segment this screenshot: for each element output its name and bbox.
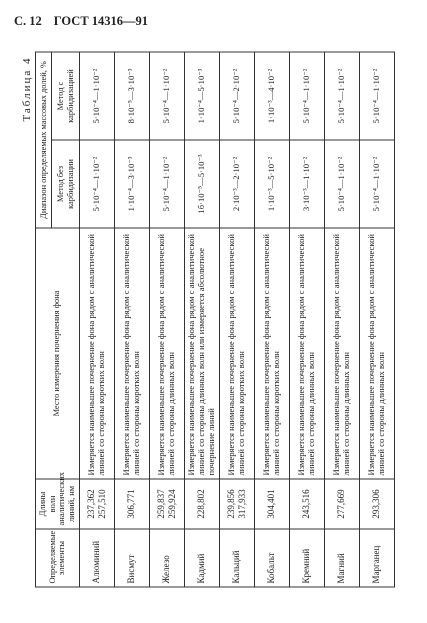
cell-element: Марганец (359, 529, 394, 587)
cell-range-with: 5·10⁻⁴—1·10⁻² (149, 52, 184, 140)
cell-method: Измеряется наименьшее почернение фона рядом с аналитической линией со стороны коротких волн (254, 228, 289, 479)
cell-range-without: 3·10⁻³—1·10⁻² (289, 140, 324, 228)
cell-method: Измеряется наименьшее почернение фона рядом с аналитической линией со стороны коротких волн (114, 228, 149, 479)
cell-wavelength: 259,837 259,924 (149, 479, 184, 529)
cell-element: Кобальт (254, 529, 289, 587)
header-element: Определяемые элементы (35, 529, 79, 587)
table-row (359, 52, 394, 587)
header-method: Место измерения почернения фона (35, 228, 79, 479)
cell-range-without: 1·10⁻⁴—3·10⁻³ (114, 140, 149, 228)
cell-wavelength: 243,516 (289, 479, 324, 529)
table-row (219, 52, 254, 587)
cell-wavelength: 237,362 257,510 (79, 479, 114, 529)
cell-range-with: 5·10⁻⁴—1·10⁻² (359, 52, 394, 140)
header-range-without: Метод без карбидизации (51, 140, 78, 228)
cell-wavelength: 277,669 (324, 479, 359, 529)
cell-wavelength: 239,856 317,933 (219, 479, 254, 529)
cell-method: Измеряется наименьшее почернение фона рядом с аналитической линией со стороны длинных волн или измеряется абсолютное почернение линий (184, 228, 219, 479)
cell-range-with: 8·10⁻⁵—3·10⁻³ (114, 52, 149, 140)
table-row (114, 52, 149, 587)
cell-method: Измеряется наименьшее почернение фона рядом с аналитической линией со стороны коротких волн (219, 228, 254, 479)
cell-element: Кадмий (184, 529, 219, 587)
cell-range-without: 5·10⁻⁴—1·10⁻² (359, 140, 394, 228)
cell-method: Измеряется наименьшее почернение фона рядом с аналитической линией со стороны длинных волн (324, 228, 359, 479)
cell-method: Измеряется наименьшее почернение фона рядом с аналитической линией со стороны длинных волн (149, 228, 184, 479)
cell-element: Кремний (289, 529, 324, 587)
cell-range-with: 1·10⁻⁴—5·10⁻³ (184, 52, 219, 140)
cell-range-without: 5·10⁻⁴—1·10⁻² (149, 140, 184, 228)
table-row (324, 52, 359, 587)
cell-range-without: 1·10⁻³—5·10⁻² (254, 140, 289, 228)
cell-range-without: 5·10⁻⁴—1·10⁻² (324, 140, 359, 228)
cell-wavelength: 293,306 (359, 479, 394, 529)
cell-range-without: 5·10⁻⁴—1·10⁻² (79, 140, 114, 228)
table-row (254, 52, 289, 587)
header-wavelength: Длины волн аналитических линий, нм (35, 479, 79, 529)
data-table (35, 52, 395, 588)
cell-method: Измеряется наименьшее почернение фона рядом с аналитической линией со стороны длинных волн (359, 228, 394, 479)
table-row (184, 52, 219, 587)
rotated-table-container (19, 53, 409, 588)
cell-element: Железо (149, 529, 184, 587)
table-caption: Таблица 4 (20, 56, 33, 122)
table-row (149, 52, 184, 587)
cell-range-with: 5·10⁻⁴—1·10⁻² (324, 52, 359, 140)
standard-number: ГОСТ 14316—91 (53, 14, 149, 28)
cell-range-with: 5·10⁻⁴—1·10⁻² (289, 52, 324, 140)
cell-range-with: 5·10⁻⁴—2·10⁻² (219, 52, 254, 140)
cell-method: Измеряется наименьшее почернение фона рядом с аналитической линией со стороны коротких волн (79, 228, 114, 479)
cell-range-without: 2·10⁻³—2·10⁻² (219, 140, 254, 228)
cell-element: Кальций (219, 529, 254, 587)
cell-wavelength: 304,401 (254, 479, 289, 529)
table-row (79, 52, 114, 587)
cell-range-with: 5·10⁻⁴—1·10⁻² (79, 52, 114, 140)
cell-method: Измеряется наименьшее почернение фона рядом с аналитической линией со стороны длинных волн (289, 228, 324, 479)
table-row (289, 52, 324, 587)
header-range-with: Метод с карбидизацией (51, 52, 78, 140)
cell-element: Алюминий (79, 529, 114, 587)
cell-element: Магний (324, 529, 359, 587)
header-range-group: Диапазон определяемых массовых долей, % (35, 52, 51, 228)
cell-wavelength: 306,771 (114, 479, 149, 529)
page-number: С. 12 (14, 14, 42, 28)
cell-range-without: 1б·10⁻⁵—5·10⁻³ (184, 140, 219, 228)
cell-element: Висмут (114, 529, 149, 587)
cell-range-with: 1·10⁻³—4·10⁻² (254, 52, 289, 140)
page-header (14, 14, 160, 29)
cell-wavelength: 228,802 (184, 479, 219, 529)
